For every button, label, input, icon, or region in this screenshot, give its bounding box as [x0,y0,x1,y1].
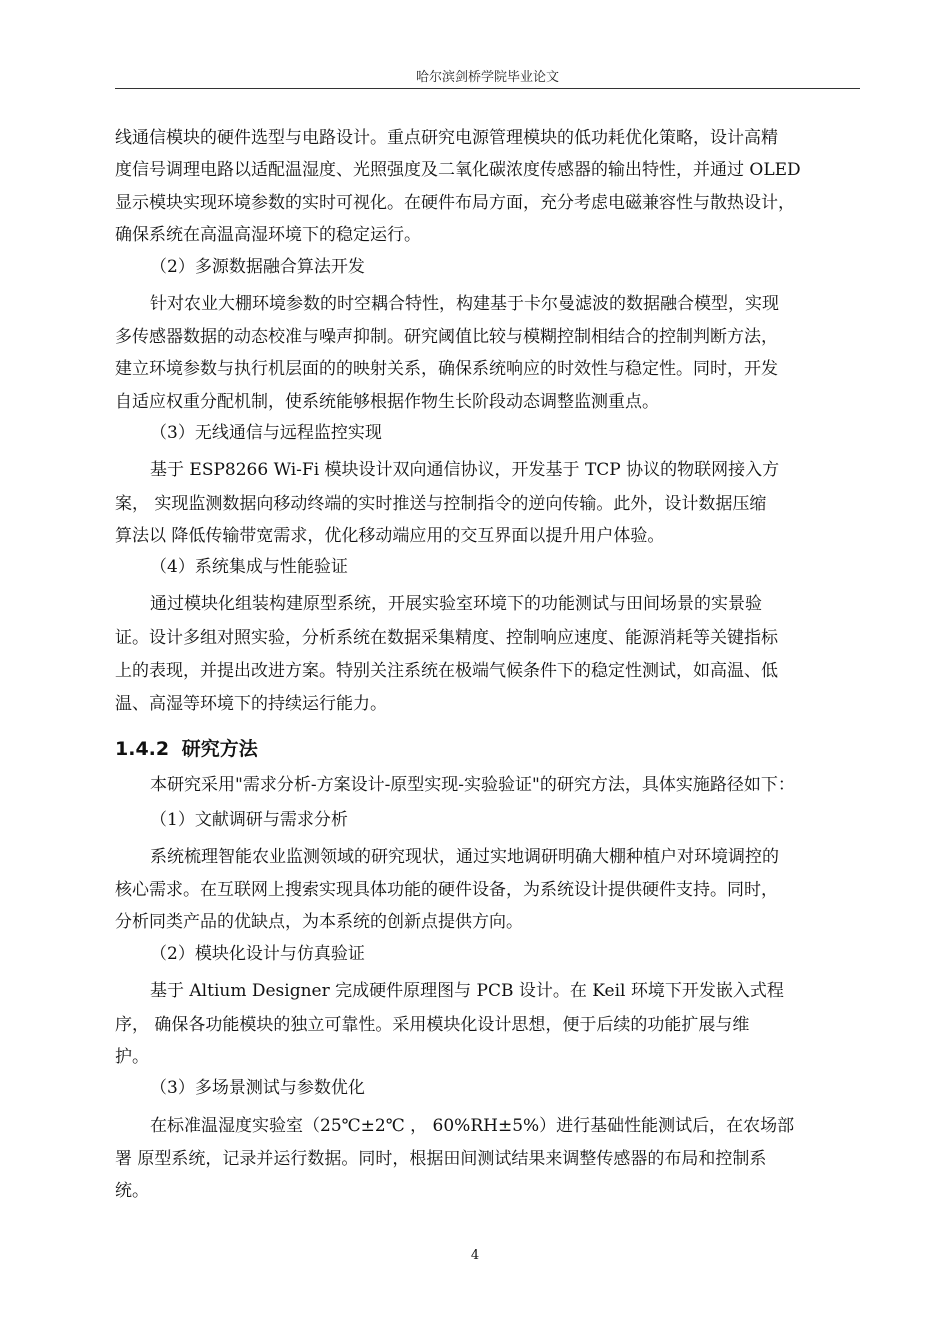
body-line: 建立环境参数与执行机层面的的映射关系，确保系统响应的时效性与稳定性。同时，开发 [115,359,778,379]
page-header-title: 哈尔滨剑桥学院毕业论文 [415,70,559,85]
section-title: 研究方法 [181,738,258,760]
subsection-item: （2）模块化设计与仿真验证 [150,944,365,964]
section-number: 1.4.2 [115,738,170,760]
body-line: 自适应权重分配机制，使系统能够根据作物生长阶段动态调整监测重点。 [115,392,659,412]
body-line: 多传感器数据的动态校准与噪声抑制。研究阈值比较与模糊控制相结合的控制判断方法， [115,327,778,347]
subsection-item: （2）多源数据融合算法开发 [150,257,365,277]
body-line: 护。 [115,1047,149,1067]
body-line: 统。 [115,1181,149,1201]
body-line: 针对农业大棚环境参数的时空耦合特性，构建基于卡尔曼滤波的数据融合模型，实现 [150,294,779,314]
body-line: 案， 实现监测数据向移动终端的实时推送与控制指令的逆向传输。此外，设计数据压缩 [115,494,767,514]
body-line: 上的表现，并提出改进方案。特别关注系统在极端气候条件下的稳定性测试，如高温、低 [115,661,778,681]
subsection-item: （3）多场景测试与参数优化 [150,1078,365,1098]
body-line: 证。设计多组对照实验，分析系统在数据采集精度、控制响应速度、能源消耗等关键指标 [115,628,778,648]
body-line: 核心需求。在互联网上搜索实现具体功能的硬件设备，为系统设计提供硬件支持。同时， [115,880,778,900]
body-line: 分析同类产品的优缺点，为本系统的创新点提供方向。 [115,912,523,932]
section-heading [115,734,258,761]
body-line: 确保系统在高温高湿环境下的稳定运行。 [115,225,421,245]
body-line: 在标准温湿度实验室（25℃±2℃ ， 60%RH±5%）进行基础性能测试后，在农场部 [150,1116,795,1136]
page-number: 4 [470,1248,480,1263]
subsection-item: （1）文献调研与需求分析 [150,810,348,830]
body-line: 度信号调理电路以适配温湿度、光照强度及二氧化碳浓度传感器的输出特性，并通过 OLED [115,160,801,180]
subsection-item: （3）无线通信与远程监控实现 [150,423,382,443]
body-line: 本研究采用"需求分析-方案设计-原型实现-实验验证"的研究方法，具体实施路径如下： [150,775,795,795]
body-line: 序， 确保各功能模块的独立可靠性。采用模块化设计思想，便于后续的功能扩展与维 [115,1015,750,1035]
body-line: 线通信模块的硬件选型与电路设计。重点研究电源管理模块的低功耗优化策略，设计高精 [115,128,778,148]
body-line: 算法以 降低传输带宽需求，优化移动端应用的交互界面以提升用户体验。 [115,526,665,546]
body-line: 温、高湿等环境下的持续运行能力。 [115,694,387,714]
body-line: 基于 Altium Designer 完成硬件原理图与 PCB 设计。在 Keil 环境下开发嵌入式程 [150,981,784,1001]
body-line: 基于 ESP8266 Wi-Fi 模块设计双向通信协议，开发基于 TCP 协议的物联网接入方 [150,460,780,480]
subsection-item: （4）系统集成与性能验证 [150,557,348,577]
header-divider [115,88,860,89]
body-line: 显示模块实现环境参数的实时可视化。在硬件布局方面，充分考虑电磁兼容性与散热设计， [115,193,795,213]
body-line: 署 原型系统，记录并运行数据。同时，根据田间测试结果来调整传感器的布局和控制系 [115,1149,767,1169]
body-line: 通过模块化组装构建原型系统，开展实验室环境下的功能测试与田间场景的实景验 [150,594,762,614]
body-line: 系统梳理智能农业监测领域的研究现状，通过实地调研明确大棚种植户对环境调控的 [150,847,779,867]
